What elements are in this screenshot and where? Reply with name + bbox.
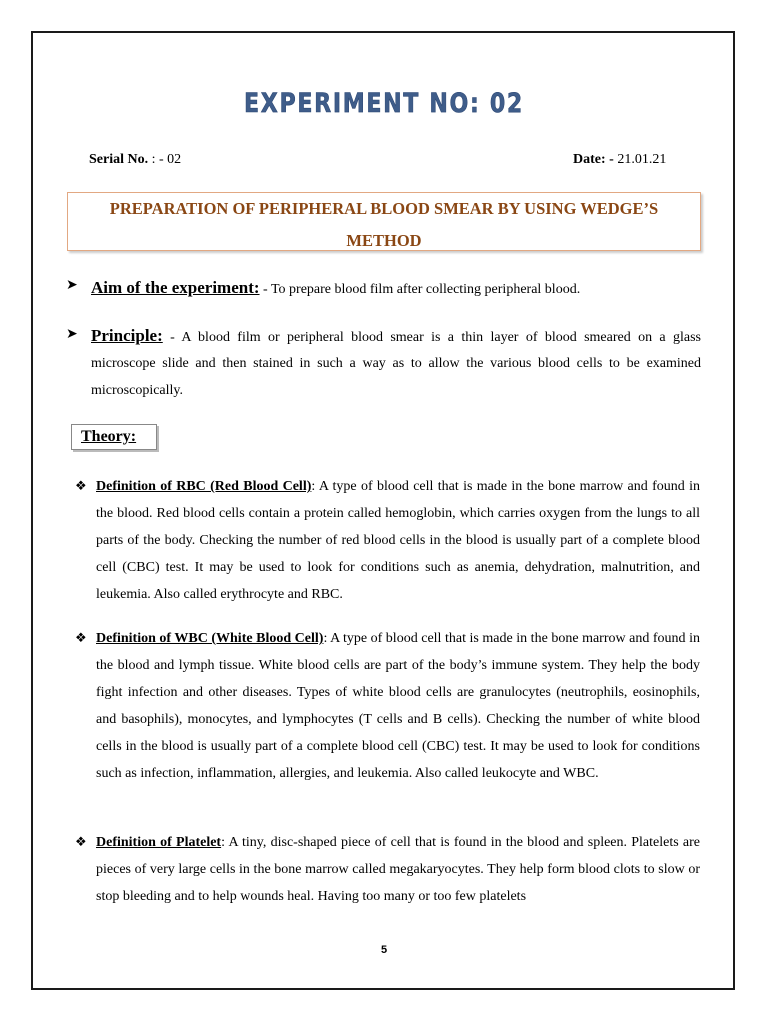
definition-rbc-text: : A type of blood cell that is made in the bone marrow and found in the blood. Red blood cells contain a protein called hemoglobin, which carries oxygen from the lungs to all parts of the body. Checking the number of red blood cells in the blood is usually part of a complete blood cell (CBC) test. It may be used to look for conditions such as anemia, dehydration, malnutrition, and leukemia. Also called erythrocyte and RBC.: [96, 479, 700, 602]
definition-wbc: [96, 625, 700, 787]
definition-wbc-text: : A type of blood cell that is made in the bone marrow and found in the blood and lymph tissue. White blood cells are part of the body’s immune system. They help the body fight infection and other diseases. Types of white blood cells are granulocytes (neutrophils, eosinophils, and basophils), monocytes, and lymphocytes (T cells and B cells). Checking the number of white blood cells in the blood is usually part of a complete blood cell (CBC) test. It may be used to look for conditions such as infection, inflammation, allergies, and leukemia. Also called leukocyte and WBC.: [96, 631, 700, 781]
date-value: 21.01.21: [617, 152, 667, 167]
experiment-title-line2: METHOD: [346, 231, 422, 250]
experiment-title-box: [67, 192, 701, 251]
diamond-bullet-icon: ❖: [75, 630, 87, 645]
theory-heading: Theory:: [71, 424, 157, 450]
experiment-number-title: EXPERIMENT NO: 02: [244, 88, 524, 119]
serial-label: Serial No.: [89, 152, 149, 167]
principle-text-3: microscopically.: [91, 383, 184, 398]
serial-number: [89, 152, 181, 168]
principle-text-1: A blood film or peripheral blood smear is a thin layer of blood smeared on a glass: [181, 330, 701, 345]
definition-platelet-text: : A tiny, disc-shaped piece of cell that is found in the blood and spleen. Platelets are pieces of very large cells in the bone marrow called megakaryocytes. They help form blood clots to slow or stop bleeding and to help wounds heal. Having too many or too few platelets: [96, 835, 700, 904]
arrow-bullet-icon: ➤: [66, 327, 78, 342]
definition-wbc-term: Definition of WBC (White Blood Cell): [96, 631, 324, 646]
principle-heading: Principle:: [91, 326, 163, 345]
date-label: Date: -: [573, 152, 614, 167]
aim-text: To prepare blood film after collecting peripheral blood.: [270, 282, 581, 297]
principle-line1: [91, 322, 701, 351]
aim-dash: -: [259, 282, 271, 297]
diamond-bullet-icon: ❖: [75, 834, 87, 849]
definition-platelet-term: Definition of Platelet: [96, 835, 222, 850]
definition-rbc: [96, 473, 700, 608]
experiment-title-line1: PREPARATION OF PERIPHERAL BLOOD SMEAR BY USING WEDGE’S: [109, 199, 659, 218]
definition-platelet: [96, 829, 700, 910]
aim-heading: Aim of the experiment:: [91, 278, 260, 297]
definition-rbc-term: Definition of RBC (Red Blood Cell): [96, 479, 312, 494]
page-number: 5: [380, 944, 388, 956]
serial-value: : - 02: [151, 152, 182, 167]
principle-text-2: microscope slide and then stained in such a way as to allow the various blood cells to be examined: [91, 356, 701, 371]
aim-row: [91, 274, 711, 303]
arrow-bullet-icon: ➤: [66, 278, 78, 293]
principle-dash: -: [162, 330, 182, 345]
diamond-bullet-icon: ❖: [75, 478, 87, 493]
date: [573, 152, 666, 168]
